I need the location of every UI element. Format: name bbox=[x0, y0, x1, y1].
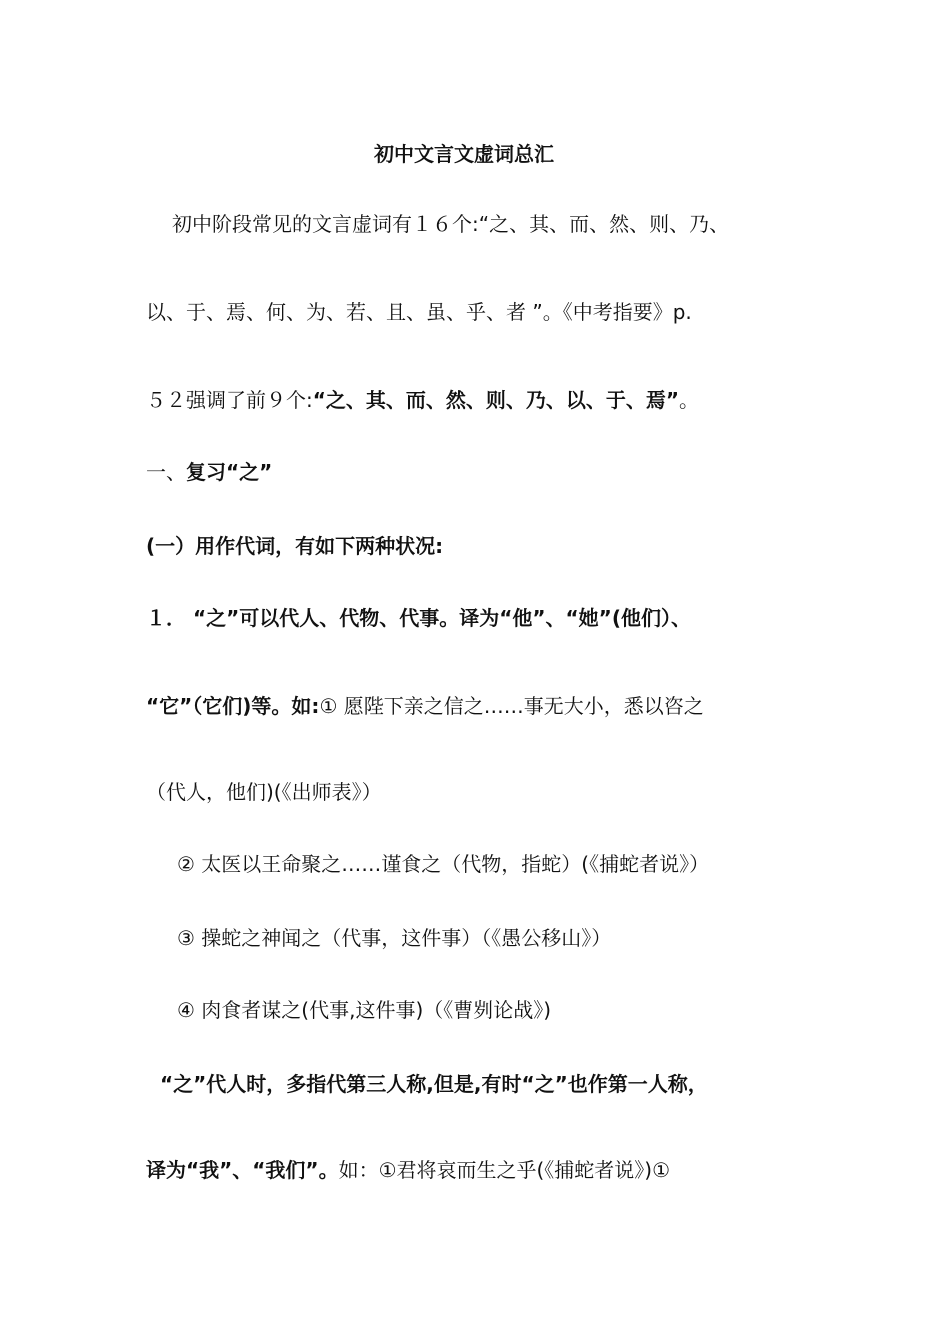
note-line-2-lead: 译为“我”、“我们”。 bbox=[146, 1158, 339, 1182]
item-1-line-2 bbox=[146, 692, 704, 720]
item-1-line-3: （代人，他们)(《出师表》） bbox=[146, 780, 382, 804]
section-heading-1 bbox=[146, 458, 272, 486]
intro-line-3-end: 。 bbox=[679, 388, 700, 412]
intro-line-3 bbox=[146, 386, 699, 414]
item-1-line-2-lead: “它”（它们)等。如: bbox=[146, 694, 320, 718]
example-3: ③ 操蛇之神闻之（代事，这件事）（《愚公移山》） bbox=[177, 926, 612, 950]
intro-line-3-list: “之、其、而、然、则、乃、以、于、焉” bbox=[312, 388, 680, 412]
example-4: ④ 肉食者谋之(代事,这件事)（《曹刿论战》) bbox=[177, 998, 552, 1022]
example-2: ② 太医以王命聚之……谨食之（代物，指蛇）(《捕蛇者说》） bbox=[177, 852, 710, 876]
intro-line-1: 初中阶段常见的文言虚词有１６个:“之、其、而、然、则、乃、 bbox=[172, 212, 730, 236]
section-title: 复习“之” bbox=[186, 460, 273, 484]
item-1-line-2-example: ① 愿陛下亲之信之……事无大小，悉以咨之 bbox=[319, 694, 704, 718]
note-line-2-example: 如：①君将哀而生之乎(《捕蛇者说》)① bbox=[338, 1158, 671, 1182]
note-line-2 bbox=[146, 1156, 670, 1184]
document-title: 初中文言文虚词总汇 bbox=[374, 142, 554, 166]
note-line-1: “之”代人时，多指代第三人称,但是,有时“之”也作第一人称， bbox=[160, 1072, 708, 1096]
subsection-heading-1: (一）用作代词，有如下两种状况: bbox=[146, 534, 444, 558]
intro-line-2: 以、于、焉、何、为、若、且、虽、乎、者 ”。《中考指要》p. bbox=[146, 300, 692, 324]
item-1-line-1: １． “之”可以代人、代物、代事。译为“他”、“她”(他们）、 bbox=[146, 606, 691, 630]
section-number: 一、 bbox=[146, 460, 186, 484]
intro-line-3-prefix: ５２强调了前９个: bbox=[146, 388, 313, 412]
